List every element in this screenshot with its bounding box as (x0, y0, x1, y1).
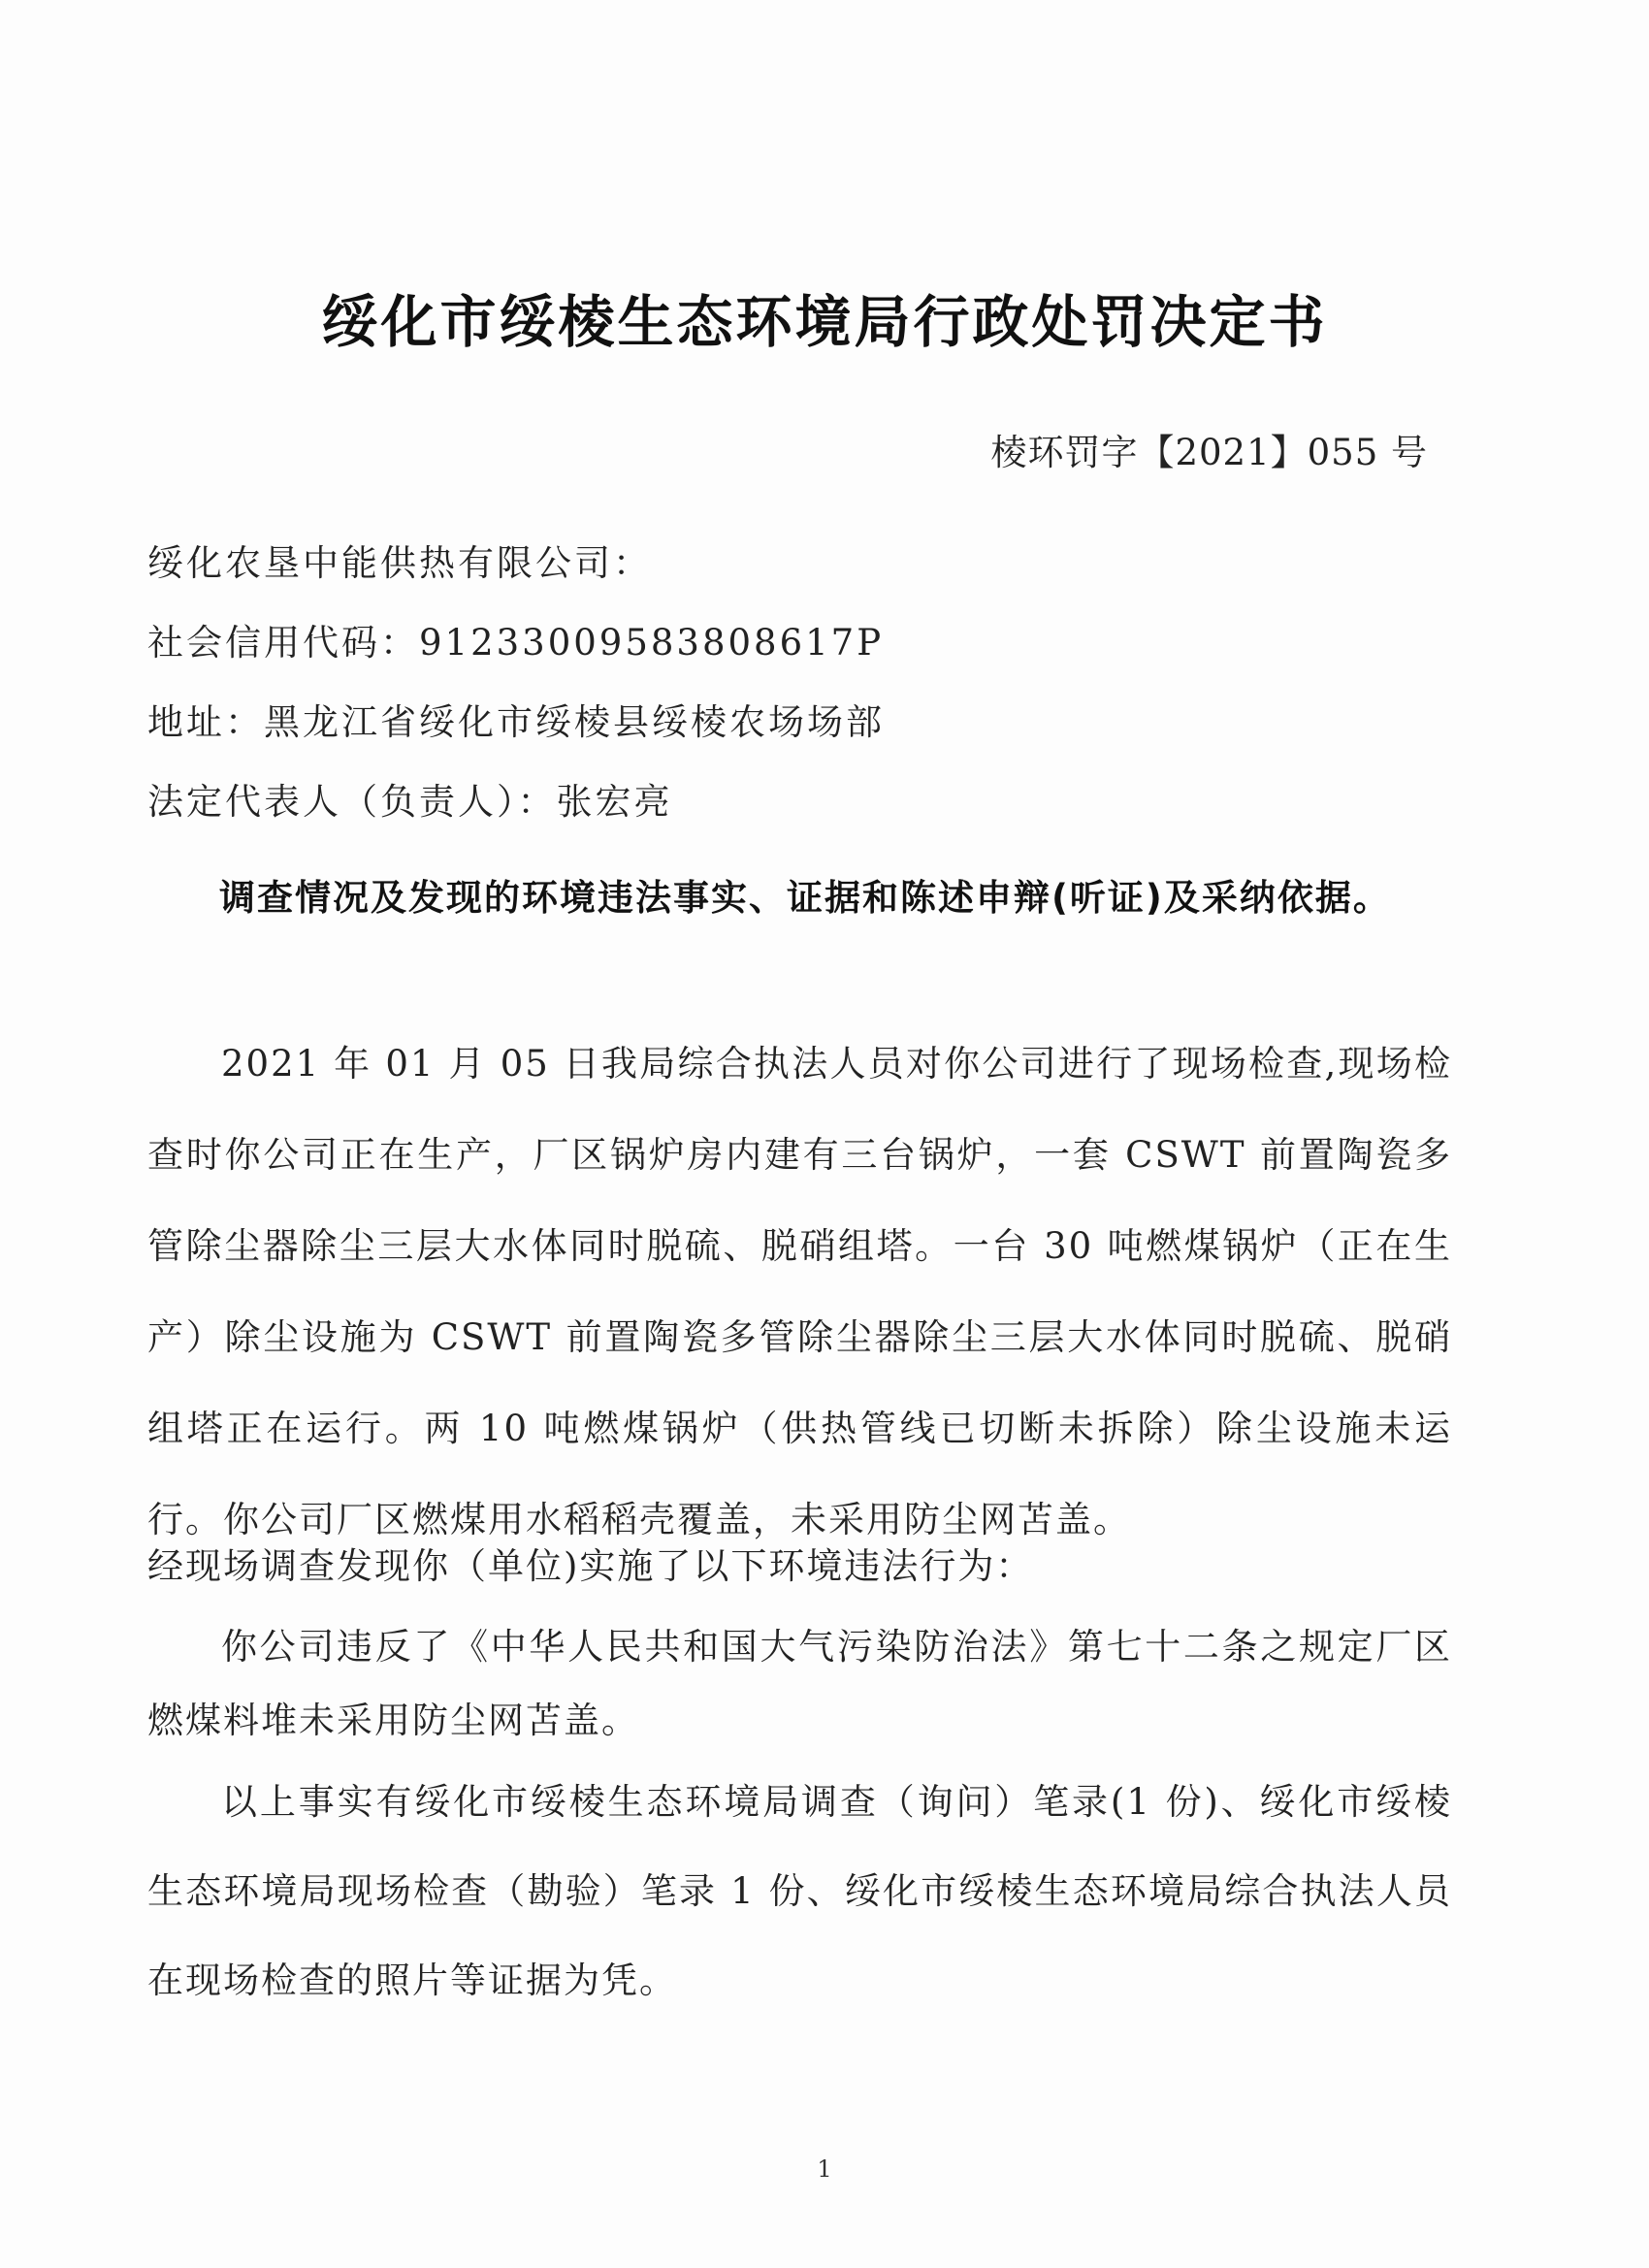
document-number: 棱环罚字【2021】055 号 (990, 432, 1428, 473)
section-heading: 调查情况及发现的环境违法事实、证据和陈述申辩(听证)及采纳依据。 (219, 877, 1391, 919)
evidence-paragraph: 以上事实有绥化市绥棱生态环境局调查（询问）笔录(1 份)、绥化市绥棱生态环境局现场检查（勘验）笔录 1 份、绥化市绥棱生态环境局综合执法人员在现场检查的照片等证据为凭。 (147, 1781, 1452, 2001)
page-number: 1 (817, 2155, 832, 2183)
violation-intro-paragraph: 经现场调查发现你（单位)实施了以下环境违法行为： (147, 1545, 1034, 1587)
legal-representative: 法定代表人（负责人）：张宏亮 (147, 781, 673, 823)
violation-paragraph: 你公司违反了《中华人民共和国大气污染防治法》第七十二条之规定厂区燃煤料堆未采用防尘网苫盖。 (147, 1626, 1452, 1741)
party-address: 地址：黑龙江省绥化市绥棱县绥棱农场场部 (147, 701, 885, 743)
credit-code: 社会信用代码：91233009583808617P (147, 622, 885, 664)
investigation-paragraph: 2021 年 01 月 05 日我局综合执法人员对你公司进行了现场检查,现场检查时你公司正在生产，厂区锅炉房内建有三台锅炉，一套 CSWT 前置陶瓷多管除尘器除尘三层大水体同时脱硫、脱硝组塔。一台 30 吨燃煤锅炉（正在生产）除尘设施为 CSWT 前置陶瓷多管除尘器除尘三层大水体同时脱硫、脱硝组塔正在运行。两 10 吨燃煤锅炉（供热管线已切断未拆除）除尘设施未运行。你公司厂区燃煤用水稻稻壳覆盖，未采用防尘网苫盖。 (147, 1043, 1452, 1540)
party-name: 绥化农垦中能供热有限公司： (147, 542, 652, 584)
document-title: 绥化市绥棱生态环境局行政处罚决定书 (321, 289, 1328, 355)
